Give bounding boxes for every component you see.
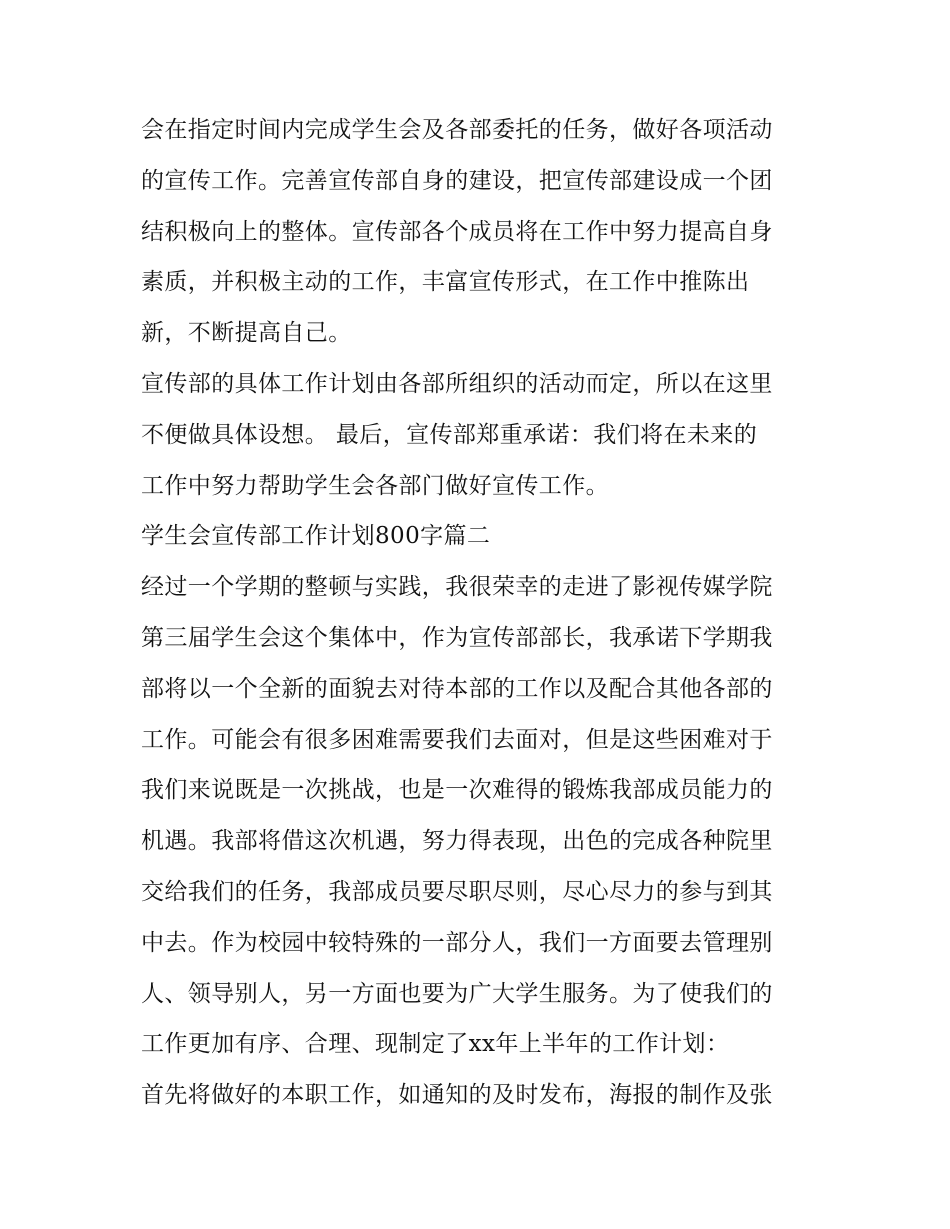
text-line: 素质，并积极主动的工作，丰富宣传形式，在工作中推陈出 bbox=[141, 269, 750, 296]
text-line: 结积极向上的整体。宣传部各个成员将在工作中努力提高自身 bbox=[141, 218, 773, 245]
text-line: 宣传部的具体工作计划由各部所组织的活动而定，所以在这里 bbox=[141, 370, 773, 397]
text-line: 中去。作为校园中较特殊的一部分人，我们一方面要去管理别 bbox=[141, 929, 773, 956]
text-line: 第三届学生会这个集体中，作为宣传部部长，我承诺下学期我 bbox=[141, 624, 773, 651]
text-line: 新，不断提高自己。 bbox=[141, 320, 352, 347]
text-line: 交给我们的任务，我部成员要尽职尽则，尽心尽力的参与到其 bbox=[141, 878, 773, 905]
text-line: 部将以一个全新的面貌去对待本部的工作以及配合其他各部的 bbox=[141, 675, 773, 702]
text-line: 的宣传工作。完善宣传部自身的建设，把宣传部建设成一个团 bbox=[141, 167, 773, 194]
text-line: 工作。可能会有很多困难需要我们去面对，但是这些困难对于 bbox=[141, 726, 773, 753]
text-line: 工作中努力帮助学生会各部门做好宣传工作。 bbox=[141, 472, 609, 499]
section-heading: 学生会宣传部工作计划800字篇二 bbox=[141, 523, 491, 550]
document-body bbox=[141, 105, 821, 1121]
text-line: 机遇。我部将借这次机遇，努力得表现，出色的完成各种院里 bbox=[141, 828, 773, 855]
text-line: 会在指定时间内完成学生会及各部委托的任务，做好各项活动 bbox=[141, 117, 773, 143]
text-line: 首先将做好的本职工作，如通知的及时发布，海报的制作及张 bbox=[141, 1082, 773, 1109]
text-line: 不便做具体设想。 最后，宣传部郑重承诺：我们将在未来的 bbox=[141, 421, 758, 448]
text-line: 人、领导别人，另一方面也要为广大学生服务。为了使我们的 bbox=[141, 980, 773, 1007]
text-line: 我们来说既是一次挑战，也是一次难得的锻炼我部成员能力的 bbox=[141, 777, 773, 804]
text-line: 工作更加有序、合理、现制定了xx年上半年的工作计划： bbox=[141, 1031, 730, 1058]
text-line: 经过一个学期的整顿与实践，我很荣幸的走进了影视传媒学院 bbox=[141, 574, 773, 601]
